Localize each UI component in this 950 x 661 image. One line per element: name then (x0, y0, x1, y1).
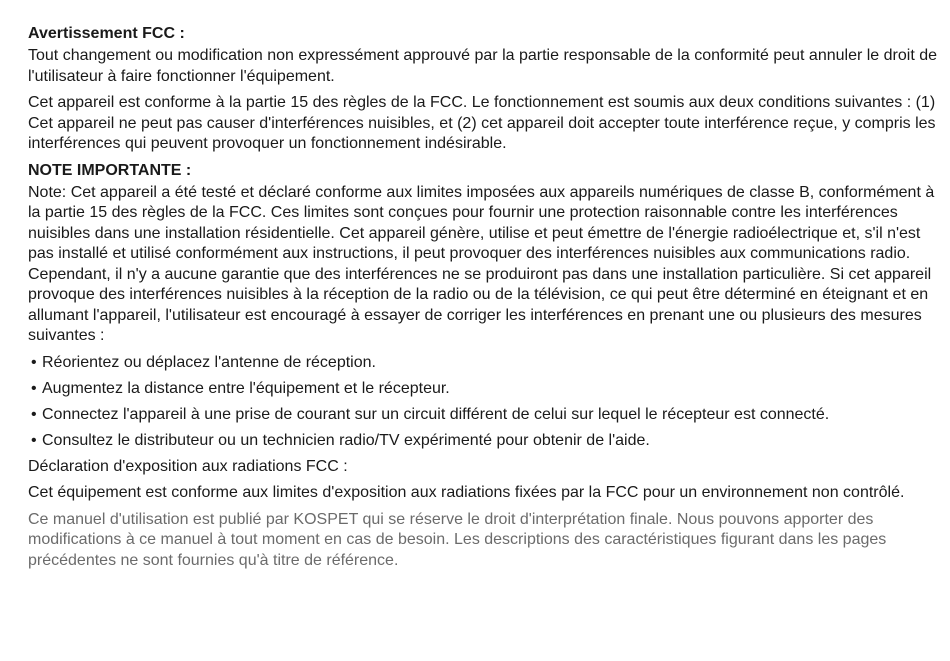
fcc-warning-heading: Avertissement FCC : (28, 25, 185, 42)
list-item-text: Consultez le distributeur ou un technicien radio/TV expérimenté pour obtenir de l'aide. (42, 431, 650, 449)
document-page (28, 24, 948, 571)
radiation-exposure-heading: Déclaration d'exposition aux radiations FCC : (28, 457, 348, 475)
list-item-text: Augmentez la distance entre l'équipement et le récepteur. (42, 379, 450, 397)
list-item-text: Réorientez ou déplacez l'antenne de réception. (42, 353, 376, 371)
bullet-icon: • (31, 353, 37, 371)
manual-disclaimer: Ce manuel d'utilisation est publié par KOSPET qui se réserve le droit d'interprétation finale. Nous pouvons apporter des modifications à ce manuel à tout moment en cas de besoin. Les descriptions des caractéristiques figurant dans les pages précédentes ne sont fournies qu'à titre de référence. (28, 510, 887, 569)
bullet-icon: • (31, 431, 37, 449)
list-item (28, 405, 948, 425)
fcc-warning-paragraph-2: Cet appareil est conforme à la partie 15 des règles de la FCC. Le fonctionnement est soumis aux deux conditions suivantes : (1) Cet appareil ne peut pas causer d'interférences nuisibles, et (2) cet appareil doit accepter toute interférence reçue, y compris les interférences qui peuvent provoquer un fonctionnement indésirable. (28, 94, 936, 152)
important-note-paragraph: Note: Cet appareil a été testé et déclaré conforme aux limites imposées aux appareils numériques de classe B, conformément à la partie 15 des règles de la FCC. Ces limites sont conçues pour fournir une protection raisonnable contre les interférences nuisibles dans une installation résidentielle. Cet appareil génère, utilise et peut émettre de l'énergie radioélectrique et, s'il n'est pas installé et utilisé conformément aux instructions, il peut provoquer des interférences nuisibles aux communications radio. Cependant, il n'y a aucune garantie que des interférences ne se produiront pas dans une installation particulière. Si cet appareil provoque des interférences nuisibles à la réception de la radio ou de la télévision, ce qui peut être déterminé en éteignant et en allumant l'appareil, l'utilisateur est encouragé à essayer de corriger les interférences en prenant une ou plusieurs des mesures suivantes : (28, 183, 935, 344)
radiation-exposure-paragraph: Cet équipement est conforme aux limites d'exposition aux radiations fixées par la FCC pour un environnement non contrôlé. (28, 484, 905, 501)
fcc-warning-paragraph-1: Tout changement ou modification non expressément approuvé par la partie responsable de la conformité peut annuler le droit de l'utilisateur à faire fonctionner l'équipement. (28, 47, 938, 85)
bullet-icon: • (31, 379, 37, 397)
bullet-icon: • (31, 405, 37, 423)
list-item (28, 379, 948, 399)
list-item-text: Connectez l'appareil à une prise de courant sur un circuit différent de celui sur lequel le récepteur est connecté. (42, 405, 830, 423)
measures-list (28, 353, 948, 451)
important-note-heading: NOTE IMPORTANTE : (28, 161, 192, 179)
list-item (28, 353, 948, 373)
list-item (28, 431, 948, 451)
